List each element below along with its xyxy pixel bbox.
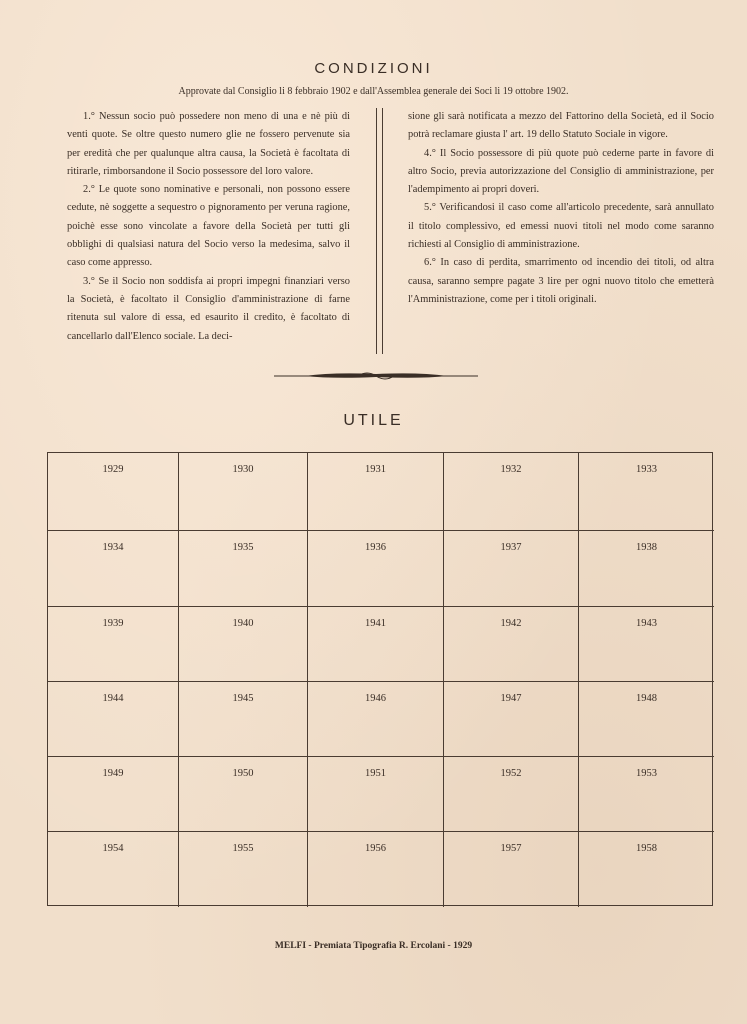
year-cell: 1934 bbox=[48, 531, 179, 607]
year-cell: 1948 bbox=[579, 682, 714, 757]
condition-paragraph: 5.° Verificandosi il caso come all'articolo precedente, sarà annullato il titolo complessivo, ed emessi nuovi titoli nel modo come saranno richiesti al Consiglio di amministrazione. bbox=[408, 202, 714, 251]
year-cell: 1931 bbox=[308, 453, 444, 531]
year-cell: 1944 bbox=[48, 682, 179, 757]
condition-paragraph: 3.° Se il Socio non soddisfa ai propri impegni finanziari verso la Società, è facoltato il Consiglio d'amministrazione di farne ritenuta sul valore di essa, ed esaurito il credito, è facoltato di cancellarlo dall'Elenco sociale. La deci- bbox=[67, 275, 350, 342]
year-cell: 1947 bbox=[444, 682, 579, 757]
printer-footer: MELFI - Premiata Tipografia R. Ercolani - 1929 bbox=[274, 941, 473, 951]
year-cell: 1954 bbox=[48, 832, 179, 907]
year-cell: 1952 bbox=[444, 757, 579, 832]
year-cell: 1958 bbox=[636, 843, 657, 854]
year-cell: 1939 bbox=[48, 607, 179, 682]
year-cell: 1955 bbox=[179, 832, 308, 907]
year-cell: 1933 bbox=[579, 453, 714, 531]
utile-year-table bbox=[47, 452, 713, 906]
year-cell: 1957 bbox=[444, 832, 579, 907]
year-cell: 1950 bbox=[179, 757, 308, 832]
year-cell: 1932 bbox=[444, 453, 579, 531]
year-cell: 1949 bbox=[48, 757, 179, 832]
page-title: CONDIZIONI bbox=[314, 60, 433, 77]
condition-paragraph: 6.° In caso di perdita, smarrimento od incendio dei titoli, od altra causa, saranno sempre pagate 3 lire per ogni nuovo titolo che emetterà l'Amministrazione, come per i titoli originali. bbox=[408, 257, 714, 305]
year-cell: 1951 bbox=[308, 757, 444, 832]
year-cell: 1953 bbox=[579, 757, 714, 832]
condition-paragraph: 2.° Le quote sono nominative e personali, non possono essere cedute, nè soggette a sequestro o pignoramento per veruna ragione, poichè esse sono vincolate a favore della Società per tutti gli obblighi di qualsiasi natura del Socio verso la medesima, salvo il caso come appresso. bbox=[67, 184, 350, 269]
utile-heading: UTILE bbox=[343, 412, 404, 429]
year-cell: 1930 bbox=[179, 453, 308, 531]
year-cell: 1945 bbox=[179, 682, 308, 757]
condition-paragraph: 4.° Il Socio possessore di più quote può cederne parte in favore di altro Socio, previa autorizzazione del Consiglio di amministrazione, per l'adempimento ai propri doveri. bbox=[408, 147, 714, 196]
year-cell: 1941 bbox=[308, 607, 444, 682]
year-cell: 1946 bbox=[308, 682, 444, 757]
condition-paragraph: sione gli sarà notificata a mezzo del Fattorino della Società, ed il Socio potrà reclamare giusta l' art. 19 dello Statuto Sociale in vigore. bbox=[408, 111, 714, 141]
year-cell: 1956 bbox=[308, 832, 444, 907]
year-cell: 1937 bbox=[444, 531, 579, 607]
conditions-left-column bbox=[67, 108, 350, 346]
ornament-divider bbox=[274, 369, 478, 383]
year-cell: 1936 bbox=[308, 531, 444, 607]
year-cell: 1940 bbox=[179, 607, 308, 682]
year-cell: 1943 bbox=[579, 607, 714, 682]
approval-subtitle: Approvate dal Consiglio li 8 febbraio 1902 e dall'Assemblea generale dei Soci li 19 ottobre 1902. bbox=[178, 86, 569, 97]
year-cell: 1935 bbox=[179, 531, 308, 607]
column-divider bbox=[376, 108, 383, 354]
year-cell: 1938 bbox=[579, 531, 714, 607]
year-cell: 1929 bbox=[48, 453, 179, 531]
condition-paragraph: 1.° Nessun socio può possedere non meno di una e nè più di venti quote. Se oltre questo numero glie ne fossero pervenute sia per eredità che per qualunque altra causa, la Società è facoltata di ritirarle, rimborsandone il Socio possessore del loro valore. bbox=[67, 111, 350, 177]
conditions-right-column bbox=[408, 108, 714, 309]
year-cell: 1942 bbox=[444, 607, 579, 682]
